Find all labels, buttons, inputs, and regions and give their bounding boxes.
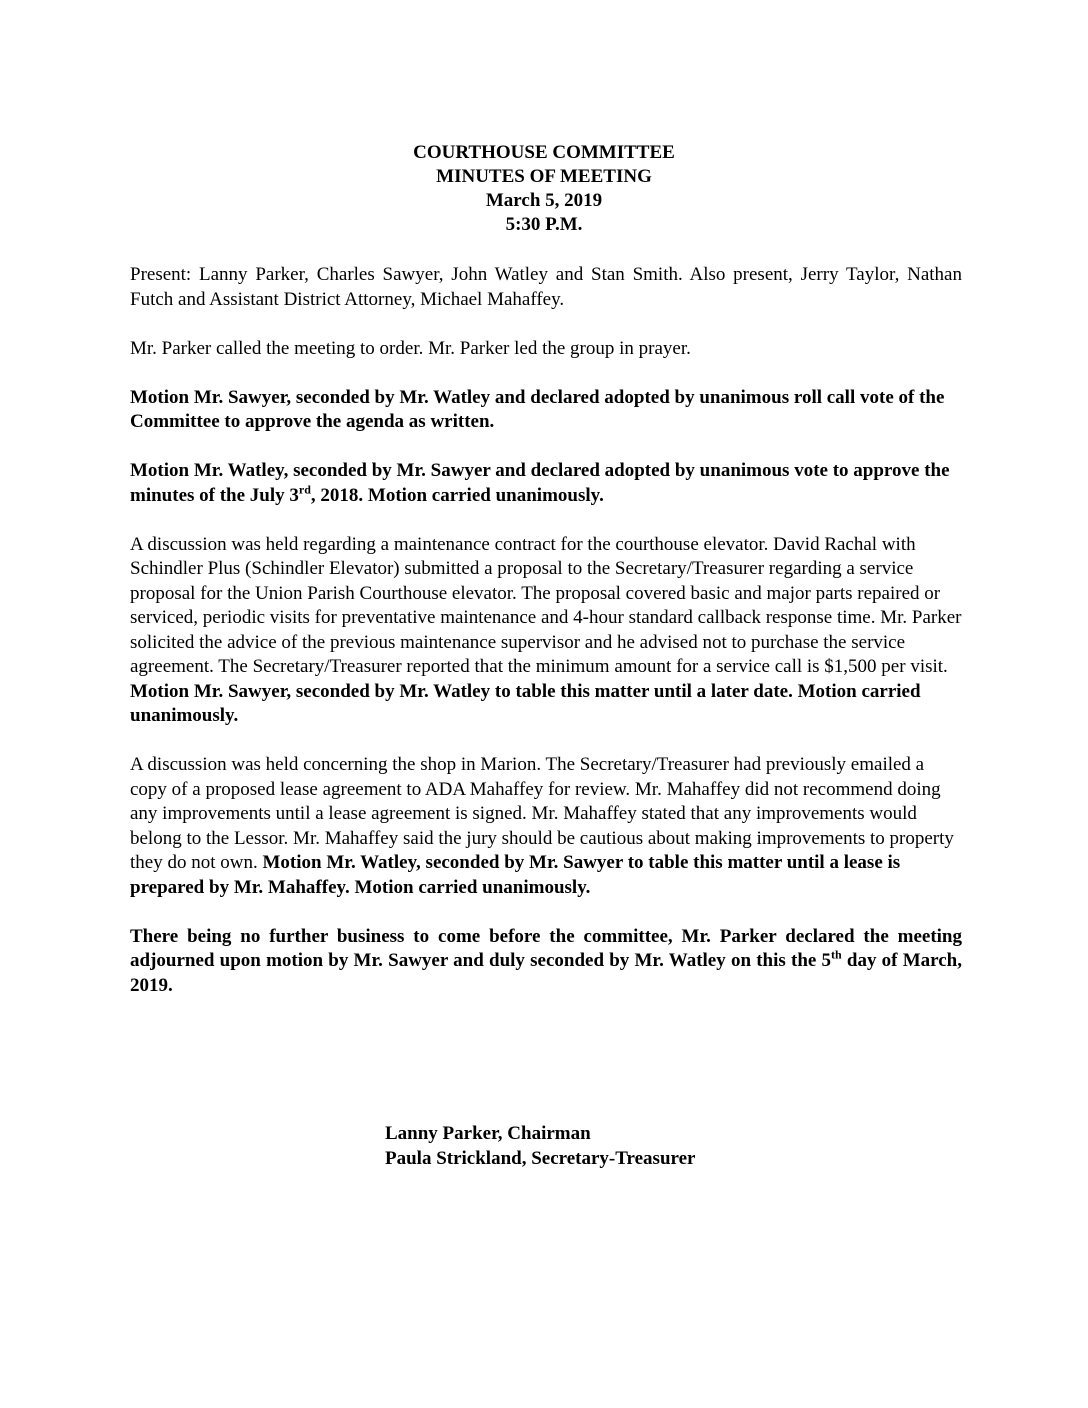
adjourn-paragraph <box>130 925 962 999</box>
document-body <box>130 263 962 1023</box>
elevator-discussion: A discussion was held regarding a maintenance contract for the courthouse elevator. David Rachal with Schindler Plus (Schindler Elevator) submitted a proposal to the Secretary/Treasurer regarding a service proposal for the Union Parish Courthouse elevator. The proposal covered basic and major parts repaired or serviced, periodic visits for preventative maintenance and 4-hour standard callback response time. Mr. Parker solicited the advice of the previous maintenance supervisor and he advised not to purchase the service agreement. The Secretary/Treasurer reported that the minimum amount for a service call is $1,500 per visit. <box>130 533 962 677</box>
meeting-date: March 5, 2019 <box>485 190 603 211</box>
committee-title: COURTHOUSE COMMITTEE <box>413 142 675 163</box>
adjourn-text: There being no further business to come before the committee, Mr. Parker declared the meeting adjourned upon motion by Mr. Sawyer and duly seconded by Mr. Watley on this the 5 <box>130 925 962 971</box>
motion-minutes-paragraph <box>130 459 962 508</box>
adjourn-text-end: day of March, 2019. <box>130 950 962 996</box>
elevator-paragraph <box>130 533 962 729</box>
secretary-signature: Paula Strickland, Secretary-Treasurer <box>385 1148 696 1169</box>
present-paragraph: Present: Lanny Parker, Charles Sawyer, John Watley and Stan Smith. Also present, Jerry Taylor, Nathan Futch and Assistant District Attorney, Michael Mahaffey. <box>130 264 962 310</box>
shop-paragraph <box>130 753 962 900</box>
motion-minutes-text: Motion Mr. Watley, seconded by Mr. Sawyer and declared adopted by unanimous vote to approve the minutes of the July 3 <box>130 460 950 506</box>
motion-minutes-text-end: , 2018. Motion carried unanimously. <box>310 484 604 506</box>
chairman-signature: Lanny Parker, Chairman <box>385 1123 591 1144</box>
shop-motion: Motion Mr. Watley, seconded by Mr. Sawyer to table this matter until a lease is prepared by Mr. Mahaffey. Motion carried unanimously. <box>130 852 901 898</box>
signature-block <box>385 1121 695 1171</box>
meeting-time: 5:30 P.M. <box>505 214 583 235</box>
minutes-title: MINUTES OF MEETING <box>436 166 652 187</box>
motion-agenda-paragraph: Motion Mr. Sawyer, seconded by Mr. Watley and declared adopted by unanimous roll call vote of the Committee to approve the agenda as written. <box>130 386 945 432</box>
ordinal-suffix: rd <box>298 482 311 497</box>
document-header <box>0 141 1088 237</box>
elevator-motion: Motion Mr. Sawyer, seconded by Mr. Watley to table this matter until a later date. Motion carried unanimously. <box>130 680 921 726</box>
shop-discussion: A discussion was held concerning the shop in Marion. The Secretary/Treasurer had previously emailed a copy of a proposed lease agreement to ADA Mahaffey for review. Mr. Mahaffey did not recommend doing any improvements until a lease agreement is signed. Mr. Mahaffey stated that any improvements would belong to the Lessor. Mr. Mahaffey said the jury should be cautious about making improvements to property they do not own. <box>130 754 954 873</box>
call-to-order-paragraph: Mr. Parker called the meeting to order. Mr. Parker led the group in prayer. <box>130 337 691 359</box>
ordinal-suffix: th <box>831 947 842 962</box>
